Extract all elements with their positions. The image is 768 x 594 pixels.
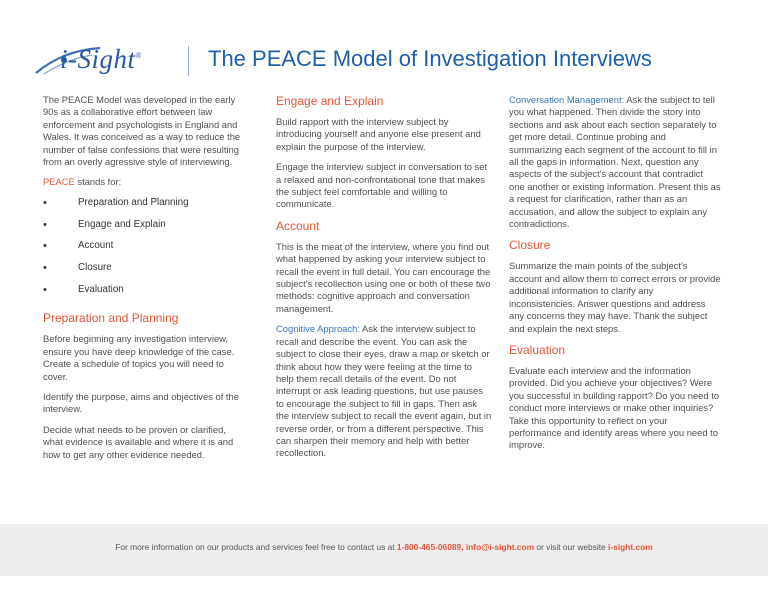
registered-mark: ® [135, 51, 143, 60]
column-left [43, 94, 248, 469]
preparation-heading: Preparation and Planning [43, 311, 179, 326]
page-title: The PEACE Model of Investigation Interviews [208, 46, 652, 71]
preparation-paragraph-1: Before beginning any investigation interview, ensure you have deep knowledge of the case. Create a schedule of topics you will need to cover. [43, 333, 235, 382]
closure-paragraph: Summarize the main points of the subject's account and allow them to correct errors or provide additional information to clarify any inconsistencies. Answer questions and address any concerns they may have. Thank the subject and explain the next steps. [509, 260, 721, 334]
column-right [509, 94, 721, 460]
peace-list [43, 197, 248, 305]
engage-heading: Engage and Explain [276, 94, 384, 108]
column-middle [276, 94, 492, 468]
intro-paragraph: The PEACE Model was developed in the early 90s as a collaborative effort between law enforcement and psychologists in England and Wales. It was conceived as a way to reduce the number of false confessions that were resulting from an overly agressive style of interviewing. [43, 94, 241, 168]
conversation-management-text: Ask the subject to tell you what happened. Then divide the story into sections and ask about each section separately to get more detail. Continue probing and summarizing each segment of the account to fill in all the gaps in information. Next, question any aspects of the subject's account that contradict one another or existing information. Present this as a request for clarification, rather than as an accusation, and allow the subject to explain any contradictions. [509, 94, 721, 230]
stands-for-text: stands for: [74, 176, 122, 188]
footer-phone-link[interactable]: 1-800-465-06089 [396, 542, 462, 552]
footer-text-mid: or visit our website [534, 542, 609, 552]
logo-text: i-Sight [60, 44, 136, 74]
cognitive-approach-text: Ask the interview subject to recall and describe the event. You can ask the subject to close their eyes, draw a map or sketch or think about how they were feeling at the time to help them recall details of the event. Do not interrupt or ask leading questions, but use pauses to encourage the subject to fill in gaps. Then ask the interview subject to recall the event again, but in reverse order, or from a different perspective. This can sharpen their memory and help with better recollection. [276, 323, 492, 459]
preparation-paragraph-3: Decide what needs to be proven or clarified, what evidence is available and where it is and how to get any other evidence needed. [43, 423, 234, 460]
peace-word: PEACE [43, 176, 75, 188]
footer-contact-line [0, 542, 768, 552]
list-item: • Account [43, 240, 248, 262]
evaluation-paragraph: Evaluate each interview and the information provided. Did you achieve your objectives? Were you successful in building rapport? Do you need to conduct more interviews or make other inquiries? Take this opportunity to reflect on your performance and identify areas where you need to improve. [509, 364, 720, 451]
engage-paragraph-2: Engage the interview subject in conversation to set a relaxed and non-confrontational tone that makes the subject feel comfortable and willing to communicate. [276, 161, 488, 210]
stands-for-line [43, 176, 248, 188]
evaluation-heading: Evaluation [509, 342, 566, 357]
footer-text-before: For more information on our products and services feel free to contact us at [115, 542, 397, 552]
account-heading: Account [276, 218, 320, 233]
header-divider [188, 46, 189, 76]
list-item: • Preparation and Planning [43, 197, 248, 219]
engage-paragraph-1: Build rapport with the interview subject by introducing yourself and anyone else present and explain the purpose of the interview. [276, 116, 481, 152]
conversation-management-label: Conversation Management: [509, 94, 625, 105]
conversation-management-paragraph [509, 94, 721, 230]
list-item: • Closure [43, 262, 248, 284]
cognitive-approach-label: Cognitive Approach: [276, 323, 360, 335]
closure-heading: Closure [509, 238, 551, 253]
logo-wordmark [60, 44, 142, 75]
cognitive-approach-paragraph [276, 323, 492, 459]
footer-bar [0, 524, 768, 576]
account-paragraph: This is the meat of the interview, where you find out what happened by asking your interview subject to recall the event in full detail. You can encourage the subject's recollection using one or both of these two methods: cognitive approach and conversation management. [276, 240, 491, 314]
list-item: • Engage and Explain [43, 219, 248, 241]
preparation-paragraph-2: Identify the purpose, aims and objectives of the interview. [43, 390, 239, 415]
footer-separator: , [461, 542, 466, 552]
list-item: • Evaluation [43, 284, 248, 306]
footer-email-link[interactable]: info@i-sight.com [465, 542, 535, 552]
footer-website-link[interactable]: i-sight.com [608, 542, 653, 552]
